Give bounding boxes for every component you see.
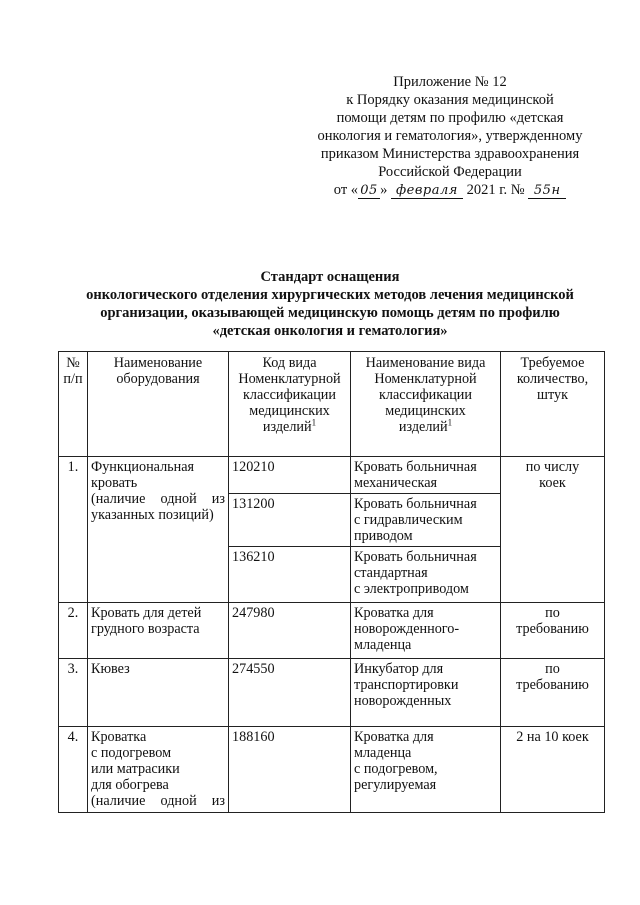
title-line: онкологического отделения хирургических методов лечения медицинской — [86, 287, 574, 303]
quantity-cell: 2 на 10 коек — [501, 727, 605, 813]
order-date-line — [300, 181, 600, 199]
header-code-text: Код вида Номенклатурной классификации медицинских изделий — [238, 355, 341, 435]
header-kind-name — [351, 352, 501, 457]
handwritten-month: февраля — [391, 184, 463, 199]
title-line: Стандарт оснащения — [260, 269, 400, 285]
code-cell: 274550 — [229, 659, 351, 727]
footnote-mark: 1 — [311, 417, 317, 428]
table-header-row — [59, 352, 605, 457]
equipment-table — [58, 351, 605, 813]
title-line: организации, оказывающей медицинскую помощь детям по профилю — [100, 305, 560, 321]
equipment-note: (наличие одной из — [91, 491, 225, 507]
kind-cell: Кровать больничная механическая — [351, 457, 501, 494]
date-close: » — [380, 182, 388, 198]
date-prefix: от « — [333, 182, 359, 198]
header-code — [229, 352, 351, 457]
row-number: 4. — [59, 727, 88, 813]
table-row — [59, 603, 605, 659]
equipment-name: Кроватка с подогревом или матрасики для обогрева — [91, 729, 180, 793]
quantity-cell: по числу коек — [501, 457, 605, 603]
equipment-note: (наличие одной из — [91, 793, 225, 809]
code-cell: 136210 — [229, 547, 351, 603]
equipment-name-cell — [88, 457, 229, 603]
equipment-name: Кровать для детей грудного возраста — [88, 603, 229, 659]
kind-cell: Кровать больничная стандартная с электроприводом — [351, 547, 501, 603]
appendix-line: онкология и гематология», утвержденному — [317, 128, 583, 144]
code-cell: 247980 — [229, 603, 351, 659]
appendix-line: помощи детям по профилю «детская — [336, 110, 564, 126]
kind-cell: Инкубатор для транспортировки новорожденных — [351, 659, 501, 727]
row-number: 2. — [59, 603, 88, 659]
kind-cell: Кроватка для младенца с подогревом, регулируемая — [351, 727, 501, 813]
document-title — [60, 268, 600, 340]
header-number: № п/п — [59, 352, 88, 457]
equipment-name: Функциональная кровать — [91, 459, 195, 491]
code-cell: 131200 — [229, 494, 351, 547]
appendix-block — [300, 73, 600, 199]
handwritten-order-number: 55н — [528, 184, 566, 199]
appendix-line: Российской Федерации — [378, 164, 522, 180]
row-number: 3. — [59, 659, 88, 727]
footnote-mark: 1 — [447, 417, 453, 428]
equipment-name: Кювез — [88, 659, 229, 727]
code-cell: 120210 — [229, 457, 351, 494]
table-row — [59, 659, 605, 727]
date-year: 2021 г. № — [466, 182, 525, 198]
table-row — [59, 457, 605, 494]
code-cell: 188160 — [229, 727, 351, 813]
kind-cell: Кроватка для новорожденного- младенца — [351, 603, 501, 659]
header-quantity: Требуемое количество, штук — [501, 352, 605, 457]
table-row — [59, 727, 605, 813]
row-number: 1. — [59, 457, 88, 603]
appendix-line: к Порядку оказания медицинской — [346, 92, 554, 108]
handwritten-day: 05 — [358, 184, 380, 199]
appendix-line: приказом Министерства здравоохранения — [320, 146, 580, 162]
equipment-name-cell — [88, 727, 229, 813]
kind-cell: Кровать больничная с гидравлическим приводом — [351, 494, 501, 547]
quantity-cell: по требованию — [501, 659, 605, 727]
title-line: «детская онкология и гематология» — [212, 323, 448, 339]
header-equipment-name: Наименование оборудования — [88, 352, 229, 457]
header-kind-text: Наименование вида Номенклатурной классификации медицинских изделий — [365, 355, 486, 435]
quantity-cell: по требованию — [501, 603, 605, 659]
equipment-note: указанных позиций) — [91, 507, 214, 523]
appendix-line: Приложение № 12 — [393, 74, 507, 90]
